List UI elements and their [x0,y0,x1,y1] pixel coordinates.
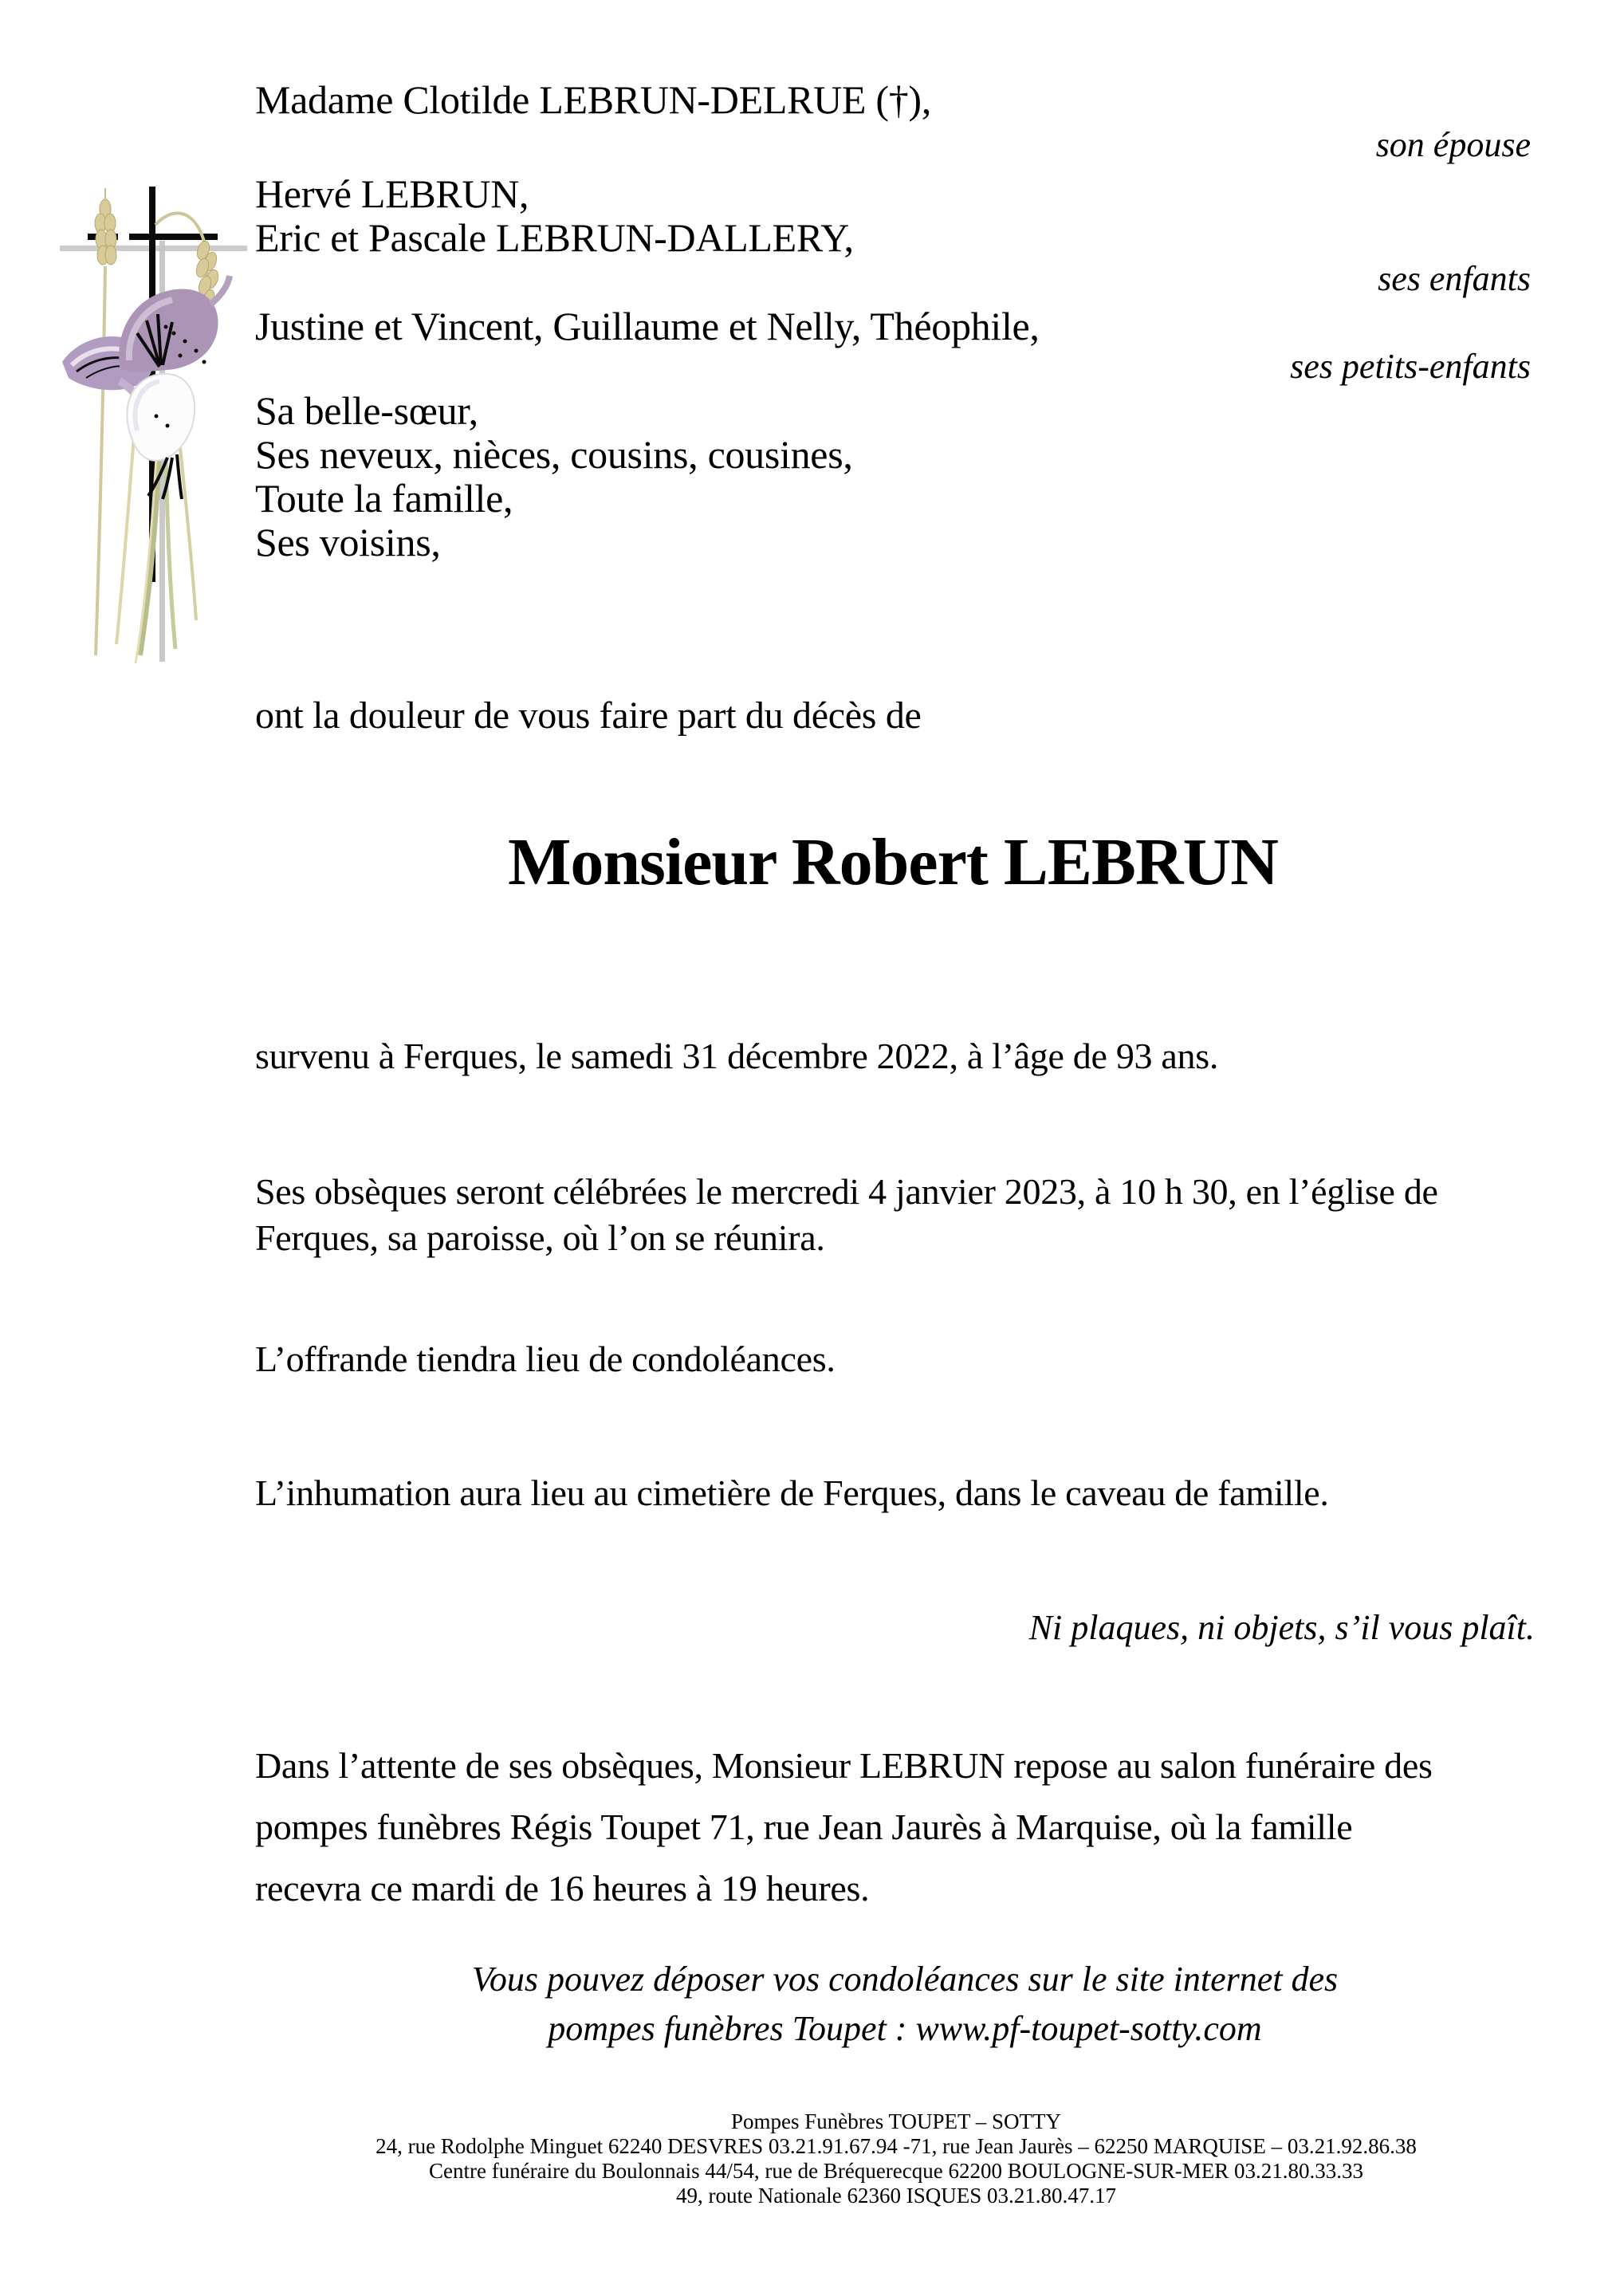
no-plaques-request: Ni plaques, ni objets, s’il vous plaît. [1028,1608,1535,1647]
burial-line: L’inhumation aura lieu au cimetière de Ferques, dans le caveau de famille. [255,1472,1329,1513]
deceased-name-title: Monsieur Robert LEBRUN [508,825,1278,899]
relative-line-2: Ses neveux, nièces, cousins, cousines, [255,432,853,477]
repose-paragraph [255,1735,1433,1919]
funeral-paragraph [255,1169,1438,1261]
repose-line-3: recevra ce mardi de 16 heures à 19 heures. [255,1868,870,1909]
announcement-intro: ont la douleur de vous faire part du décès de [255,694,922,737]
funeral-home-footer [167,2109,1624,2208]
footer-address-3: 49, route Nationale 62360 ISQUES 03.21.80.47.17 [676,2184,1116,2208]
condolences-line-2: pompes funèbres Toupet : www.pf-toupet-sotty.com [548,2009,1262,2048]
wheat-left [95,188,116,655]
relative-line-4: Ses voisins, [255,520,441,564]
grandchildren-relation-label: ses petits-enfants [1290,347,1531,386]
footer-company-name: Pompes Funèbres TOUPET – SOTTY [730,2109,1062,2133]
funeral-line-2: Ferques, sa paroisse, où l’on se réunira. [255,1217,825,1258]
widow-relation-label: son épouse [1375,125,1531,164]
widow-name-line: Madame Clotilde LEBRUN-DELRUE (†), [255,77,931,122]
repose-line-1: Dans l’attente de ses obsèques, Monsieur LEBRUN repose au salon funéraire des [255,1745,1433,1786]
footer-address-1: 24, rue Rodolphe Minguet 62240 DESVRES 03.21.91.67.94 -71, rue Jean Jaurès – 62250 MARQUISE – 03.21.92.86.38 [376,2134,1417,2158]
offering-line: L’offrande tiendra lieu de condoléances. [255,1339,836,1379]
child-line-1: Hervé LEBRUN, [255,171,529,216]
relative-line-1: Sa belle-sœur, [255,388,478,433]
relative-line-3: Toute la famille, [255,476,513,521]
funeral-line-1: Ses obsèques seront célébrées le mercredi 4 janvier 2023, à 10 h 30, en l’église de [255,1171,1438,1212]
death-details-line: survenu à Ferques, le samedi 31 décembre 2022, à l’âge de 93 ans. [255,1036,1219,1076]
child-line-2: Eric et Pascale LEBRUN-DALLERY, [255,215,854,260]
footer-address-2: Centre funéraire du Boulonnais 44/54, rue de Bréquerecque 62200 BOULOGNE-SUR-MER 03.21.80.33.33 [428,2159,1364,2183]
memorial-artwork [40,177,247,703]
condolences-line-1: Vous pouvez déposer vos condoléances sur le site internet des [471,1960,1339,1999]
online-condolences-note [255,1955,1555,2054]
repose-line-2: pompes funèbres Régis Toupet 71, rue Jean Jaurès à Marquise, où la famille [255,1807,1353,1847]
grandchildren-line: Justine et Vincent, Guillaume et Nelly, Théophile, [255,304,1040,348]
children-relation-label: ses enfants [1378,259,1531,298]
